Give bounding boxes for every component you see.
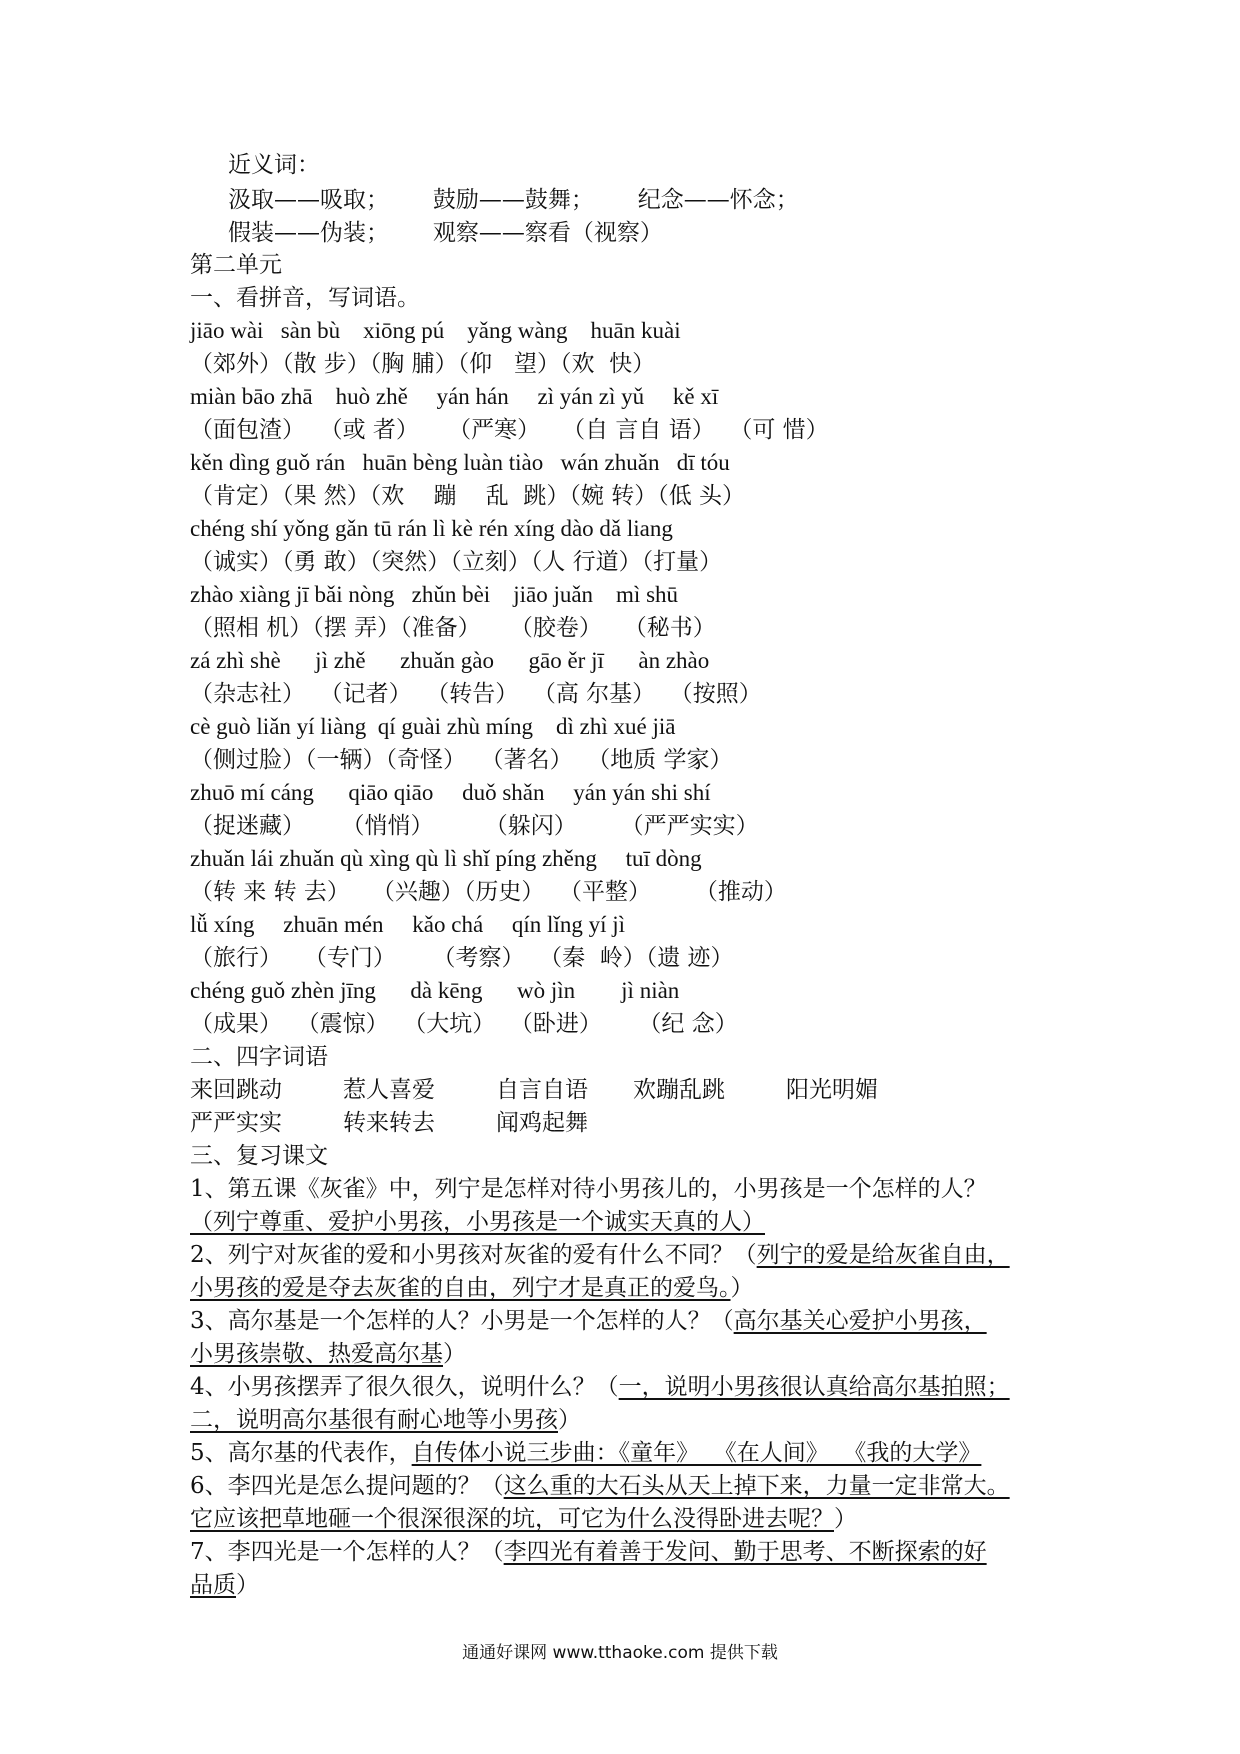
words-row: （转 来 转 去） （兴趣）（历史） （平整） （推动） [190, 879, 787, 905]
idiom: 严严实实 [190, 1110, 282, 1136]
paren-close: ） [730, 1275, 754, 1301]
words-row: （捉迷藏） （悄悄） （躲闪） （严严实实） [190, 813, 759, 839]
paren-close: ） [236, 1572, 259, 1598]
pinyin-row: jiāo wài sàn bù xiōng pú yǎng wàng huān kuài [190, 318, 681, 343]
question-3 [190, 1306, 987, 1336]
pinyin-row: kěn dìng guǒ rán huān bèng luàn tiào wán zhuǎn dī tóu [190, 450, 730, 475]
answer-1: （列宁尊重、爱护小男孩，小男孩是一个诚实天真的人） [190, 1209, 765, 1235]
idiom: 闻鸡起舞 [496, 1110, 588, 1136]
synonyms-row-2: 假装——伪装； 观察——察看（视察） [228, 220, 663, 246]
pinyin-row: zá zhì shè jì zhě zhuǎn gào gāo ěr jī àn zhào [190, 648, 710, 673]
synonyms-row-1: 汲取——吸取； 鼓励——鼓舞； 纪念——怀念； [228, 187, 799, 213]
answer-3-part-1: 高尔基关心爱护小男孩， [733, 1308, 987, 1334]
answer-7-part-1: 李四光有着善于发问、勤于思考、不断探索的好 [503, 1539, 987, 1565]
page-footer: 通通好课网 www.tthaoke.com 提供下载 [462, 1643, 778, 1663]
question-7-text: 7、李四光是一个怎样的人？（ [190, 1539, 504, 1565]
question-3-text: 3、高尔基是一个怎样的人？小男是一个怎样的人？（ [190, 1308, 734, 1334]
answer-4-part-2: 二，说明高尔基很有耐心地等小男孩 [190, 1407, 558, 1433]
answer-5: 自传体小说三步曲：《童年》 《在人间》 《我的大学》 [411, 1440, 982, 1466]
synonyms-heading: 近义词： [228, 152, 320, 178]
question-2 [190, 1240, 1010, 1270]
answer-4-part-1: 一，说明小男孩很认真给高尔基拍照； [618, 1374, 1010, 1400]
question-4-cont [190, 1405, 581, 1435]
section-1-title: 一、看拼音，写词语。 [190, 285, 420, 311]
paren-close: ） [443, 1341, 466, 1367]
question-5-text: 5、高尔基的代表作， [190, 1440, 412, 1466]
section-2-title: 二、四字词语 [190, 1044, 328, 1070]
words-row: （肯定）（果 然）（欢 蹦 乱 跳）（婉 转）（低 头） [190, 483, 746, 509]
question-4 [190, 1372, 1010, 1402]
idiom: 转来转去 [343, 1110, 435, 1136]
answer-6-part-2: 它应该把草地砸一个很深很深的坑，可它为什么没得卧进去呢？ [190, 1506, 834, 1532]
pinyin-row: zhuǎn lái zhuǎn qù xìng qù lì shǐ píng zhěng tuī dòng [190, 846, 702, 871]
pinyin-row: cè guò liǎn yí liàng qí guài zhù míng dì zhì xué jiā [190, 714, 676, 739]
pinyin-row: chéng guǒ zhèn jīng dà kēng wò jìn jì niàn [190, 978, 680, 1003]
idiom: 自言自语 [496, 1077, 588, 1103]
question-7-cont [190, 1570, 259, 1600]
question-3-cont [190, 1339, 466, 1369]
paren-close: ） [558, 1407, 581, 1433]
question-7 [190, 1537, 987, 1567]
question-1: 1、第五课《灰雀》中，列宁是怎样对待小男孩儿的，小男孩是一个怎样的人？ [190, 1176, 987, 1202]
idiom: 阳光明媚 [786, 1077, 878, 1103]
words-row: （侧过脸）（一辆）（奇怪） （著名） （地质 学家） [190, 747, 733, 773]
words-row: （成果） （震惊） （大坑） （卧进） （纪 念） [190, 1011, 738, 1037]
words-row: （诚实）（勇 敢）（突然）（立刻）（人 行道）（打量） [190, 549, 723, 575]
words-row: （杂志社） （记者） （转告） （高 尔基） （按照） [190, 681, 762, 707]
pinyin-row: lǚ xíng zhuān mén kǎo chá qín lǐng yí jì [190, 912, 626, 937]
question-2-text: 2、列宁对灰雀的爱和小男孩对灰雀的爱有什么不同？（ [190, 1242, 757, 1268]
pinyin-row: miàn bāo zhā huò zhě yán hán zì yán zì yǔ kě xī [190, 384, 719, 409]
question-6 [190, 1471, 1010, 1501]
words-row: （旅行） （专门） （考察） （秦 岭）（遗 迹） [190, 945, 734, 971]
answer-2-part-2: 小男孩的爱是夺去灰雀的自由，列宁才是真正的爱鸟。 [190, 1275, 731, 1301]
idiom: 来回跳动 [190, 1077, 282, 1103]
idiom: 惹人喜爱 [343, 1077, 435, 1103]
answer-3-part-2: 小男孩崇敬、热爱高尔基 [190, 1341, 443, 1367]
question-4-text: 4、小男孩摆弄了很久很久，说明什么？（ [190, 1374, 619, 1400]
idiom: 欢蹦乱跳 [633, 1077, 725, 1103]
answer-2-part-1: 列宁的爱是给灰雀自由， [756, 1242, 1010, 1268]
question-2-cont [190, 1273, 754, 1303]
pinyin-row: chéng shí yǒng gǎn tū rán lì kè rén xíng dào dǎ liang [190, 516, 673, 541]
question-5 [190, 1438, 981, 1468]
words-row: （郊外）（散 步）（胸 脯）（仰 望）（欢 快） [190, 351, 656, 377]
answer-6-part-1: 这么重的大石头从天上掉下来，力量一定非常大。 [503, 1473, 1010, 1499]
pinyin-row: zhào xiàng jī bǎi nòng zhǔn bèi jiāo juǎn mì shū [190, 582, 679, 607]
words-row: （照相 机）（摆 弄）（准备） （胶卷） （秘书） [190, 615, 716, 641]
paren-close: ） [834, 1506, 857, 1532]
question-6-text: 6、李四光是怎么提问题的？（ [190, 1473, 504, 1499]
question-6-cont [190, 1504, 857, 1534]
section-3-title: 三、复习课文 [190, 1143, 328, 1169]
pinyin-row: zhuō mí cáng qiāo qiāo duǒ shǎn yán yán shi shí [190, 780, 711, 805]
answer-7-part-2: 品质 [190, 1572, 236, 1598]
unit-title: 第二单元 [190, 252, 282, 278]
words-row: （面包渣） （或 者） （严寒） （自 言自 语） （可 惜） [190, 417, 829, 443]
